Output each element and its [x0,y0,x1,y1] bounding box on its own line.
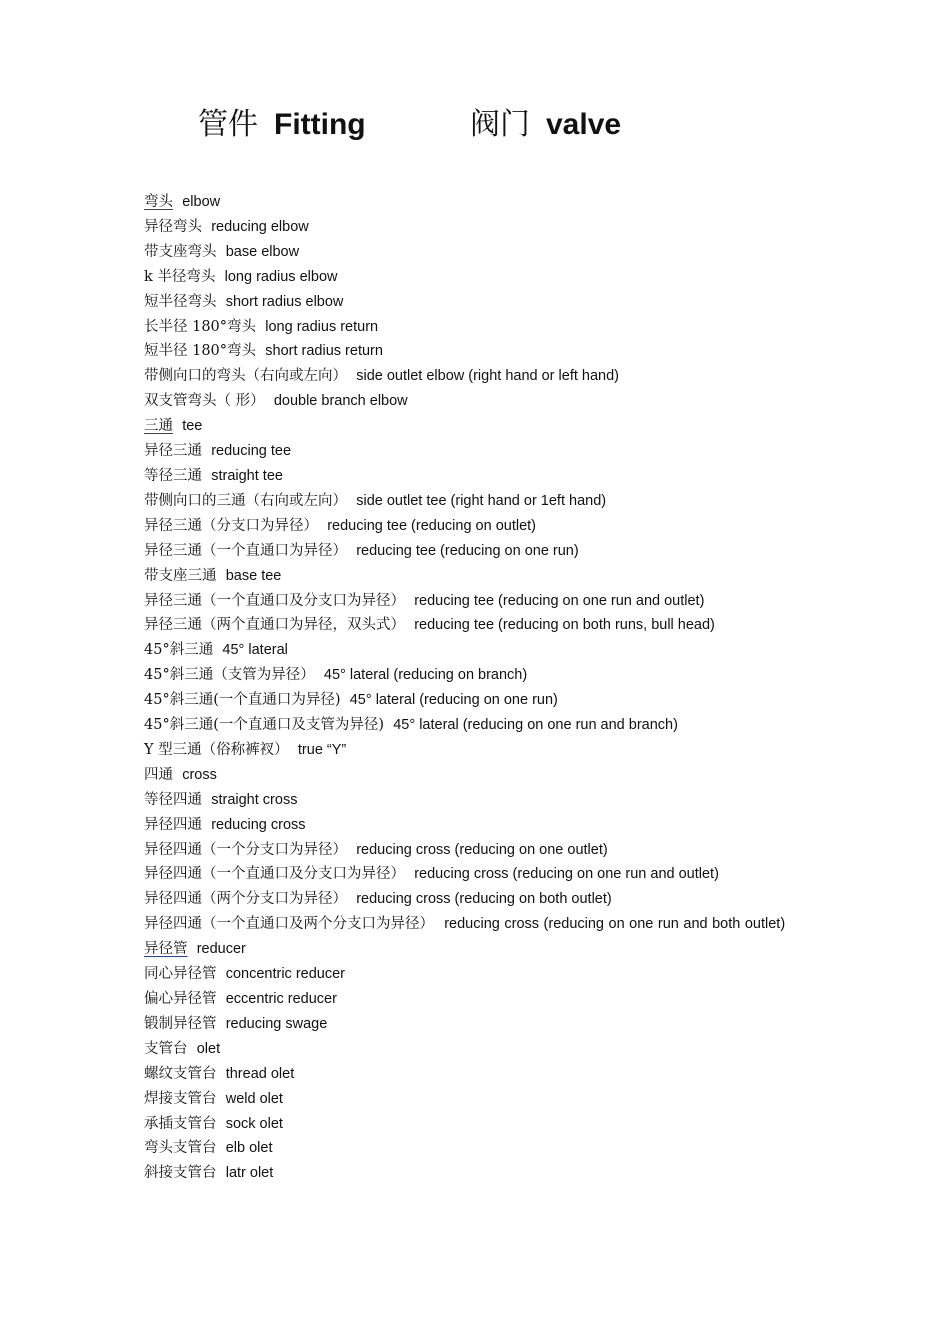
entry-term-en: 45° lateral (reducing on one run) [349,692,558,709]
entry-term-zh: 异径弯头 [144,218,202,235]
list-item [144,788,814,813]
list-item [144,1062,814,1087]
entry-term-en: reducing cross (reducing on one run and outlet) [414,866,719,883]
entry-term-zh: 异径三通（一个直通口为异径） [144,542,347,559]
entry-term-en: sock olet [225,1115,283,1132]
entry-term-zh: 异径四通 [144,816,202,833]
list-item [144,613,814,638]
list-item [144,638,814,663]
title-valve-en: valve [546,108,622,141]
list-item [144,1112,814,1137]
list-item [144,315,814,340]
entry-term-zh: Y 型三通（俗称裤衩） [144,741,289,758]
entry-term-zh: 等径三通 [144,467,202,484]
entry-term-en: elbow [182,194,221,210]
title-valve-zh: 阀门 [470,107,530,142]
entry-term-en: true “Y” [297,741,347,758]
list-item [144,738,814,763]
list-item [144,1136,814,1161]
title-fitting [198,100,366,150]
entry-term-en: reducing tee (reducing on outlet) [327,517,536,534]
list-item [144,489,814,514]
entry-term-zh: 异径四通（一个直通口及两个分支口为异径） [144,916,434,933]
list-item [144,1161,814,1186]
list-item [144,1087,814,1112]
list-item [144,364,814,389]
list-item [144,887,814,912]
entry-term-en: 45° lateral [222,642,288,659]
list-item[interactable] [144,937,814,962]
list-item [144,688,814,713]
entry-term-en: side outlet tee (right hand or 1eft hand) [356,492,607,509]
entry-term-zh: 偏心异径管 [144,991,217,1007]
entry-term-en: reducing cross (reducing on one outlet) [356,841,608,858]
entry-term-zh: 焊接支管台 [144,1090,217,1107]
entry-term-zh: 异径三通 [144,443,202,460]
entry-term-link[interactable]: 弯头 [144,194,173,210]
list-item [144,763,814,788]
entry-term-en: weld olet [225,1090,283,1107]
entry-term-zh: 螺纹支管台 [144,1065,217,1082]
list-item [144,1037,814,1062]
list-item [144,589,814,614]
list-item [144,240,814,265]
entry-term-zh: 异径四通（一个直通口及分支口为异径） [144,866,405,883]
entry-term-en: reducing swage [225,1015,328,1032]
entry-term-en: long radius return [265,318,379,335]
list-item [144,962,814,987]
entry-term-zh: 45°斜三通(一个直通口为异径) [144,692,341,709]
entry-term-en: eccentric reducer [225,991,337,1007]
entry-term-link[interactable]: 三通 [144,418,173,435]
entry-term-en: olet [196,1040,221,1057]
entry-term-zh: 双支管弯头（ 形） [144,393,265,410]
list-item [144,389,814,414]
entry-term-en: reducing tee [211,443,292,460]
entry-term-zh: 45°斜三通(一个直通口及支管为异径) [144,717,385,734]
list-item [144,215,814,240]
entry-term-en: short radius elbow [225,293,344,310]
entry-term-zh: 异径四通（一个分支口为异径） [144,841,347,858]
list-item [144,439,814,464]
entry-term-zh: 带支座三通 [144,567,217,584]
list-item [144,539,814,564]
entry-term-zh: 弯头支管台 [144,1140,217,1157]
title-fitting-en: Fitting [274,108,366,141]
entry-term-en: 45° lateral (reducing on one run and branch) [393,717,678,734]
list-item [144,464,814,489]
list-item [144,1012,814,1037]
list-item [144,564,814,589]
entry-term-en: elb olet [225,1140,273,1157]
entry-term-en: straight cross [211,791,298,808]
list-item [144,813,814,838]
title-valve [470,100,621,150]
entry-term-zh: 异径三通（分支口为异径） [144,517,318,534]
list-item [144,912,814,937]
entry-term-en: short radius return [265,343,383,360]
entry-term-zh: 带侧向口的三通（右向或左向） [144,492,347,509]
entry-term-en: side outlet elbow (right hand or left hand) [356,368,619,385]
list-item [144,713,814,738]
entry-term-en: reducing cross [211,816,306,833]
entry-term-zh: 带侧向口的弯头（右向或左向） [144,368,347,385]
entry-term-zh: 45°斜三通 [144,642,214,659]
entry-term-en: concentric reducer [225,966,345,983]
entry-term-zh: 短半径弯头 [144,293,217,310]
list-item [144,514,814,539]
entry-term-en: base elbow [225,243,300,260]
entry-term-en: straight tee [211,467,283,484]
entry-term-zh: 带支座弯头 [144,243,217,260]
entry-term-en: reducing elbow [211,218,309,235]
entry-term-en: reducing tee (reducing on one run) [356,542,579,559]
list-item [144,663,814,688]
list-item[interactable] [144,190,814,215]
entry-term-en: latr olet [225,1165,274,1182]
entry-term-en: 45° lateral (reducing on branch) [323,667,528,684]
entry-term-zh: 同心异径管 [144,966,217,983]
entry-term-zh: 等径四通 [144,791,202,808]
entry-term-en: base tee [225,567,282,584]
list-item [144,265,814,290]
entry-term-zh: 锻制异径管 [144,1015,217,1032]
entry-term-en: thread olet [225,1065,295,1082]
entry-term-link[interactable]: 异径管 [144,941,188,958]
title-fitting-zh: 管件 [198,107,258,142]
entry-term-en: tee [182,418,203,435]
entry-term-zh: 异径四通（两个分支口为异径） [144,891,347,908]
entry-term-en: long radius elbow [224,268,338,285]
entry-term-zh: 异径三通（两个直通口为异径，双头式） [144,617,405,634]
entry-term-zh: 异径三通（一个直通口及分支口为异径） [144,592,405,609]
entry-term-zh: 四通 [144,766,173,783]
entry-term-en: cross [182,766,217,783]
entry-term-zh: 斜接支管台 [144,1165,217,1182]
list-item [144,290,814,315]
entry-term-zh: 45°斜三通（支管为异径） [144,667,315,684]
entry-term-zh: 短半径 180°弯头 [144,343,257,360]
entry-term-zh: 承插支管台 [144,1115,217,1132]
list-item [144,862,814,887]
entry-term-en: reducing cross (reducing on both outlet) [356,891,612,908]
glossary-list [144,190,814,1186]
entry-term-en: reducer [196,941,246,958]
entry-term-zh: 长半径 180°弯头 [144,318,257,335]
list-item [144,838,814,863]
list-item [144,339,814,364]
list-item[interactable] [144,414,814,439]
list-item [144,987,814,1012]
entry-term-en: reducing tee (reducing on both runs, bull head) [414,617,715,634]
entry-term-zh: 支管台 [144,1040,188,1057]
entry-term-en: double branch elbow [273,393,408,410]
entry-term-en: reducing tee (reducing on one run and outlet) [414,592,705,609]
entry-term-zh: k 半径弯头 [144,268,216,285]
entry-term-en: reducing cross (reducing on one run and both outlet) [444,916,786,933]
